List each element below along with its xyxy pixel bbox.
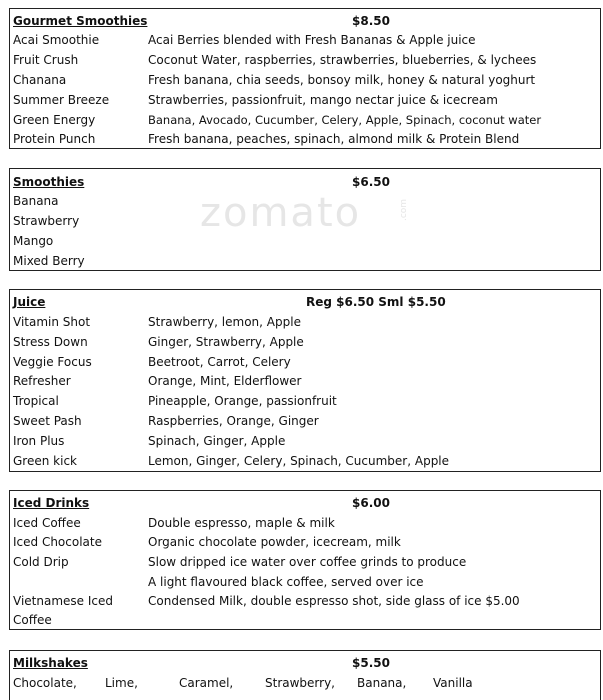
menu-item-continued bbox=[13, 575, 598, 595]
item-name: Vietnamese Iced bbox=[13, 594, 113, 608]
section-title: Gourmet Smoothies bbox=[13, 14, 148, 28]
item-name: Iced Chocolate bbox=[13, 535, 102, 549]
menu-item bbox=[13, 73, 598, 93]
menu-item bbox=[13, 214, 598, 234]
item-name: Cold Drip bbox=[13, 555, 69, 569]
flavour-item: Vanilla bbox=[433, 676, 473, 690]
menu-item bbox=[13, 113, 598, 133]
section-price: Reg $6.50 Sml $5.50 bbox=[306, 295, 446, 309]
menu-item bbox=[13, 355, 598, 375]
watermark-suffix: .com bbox=[399, 198, 410, 222]
milkshakes-section bbox=[9, 650, 601, 700]
flavour-item: Chocolate, bbox=[13, 676, 77, 690]
item-name: Protein Punch bbox=[13, 132, 96, 146]
item-name: Green kick bbox=[13, 454, 77, 468]
watermark: zomato bbox=[200, 190, 362, 236]
item-name: Sweet Pash bbox=[13, 414, 82, 428]
item-name: Banana bbox=[13, 194, 59, 208]
flavour-item: Strawberry, bbox=[265, 676, 335, 690]
item-description: Ginger, Strawberry, Apple bbox=[148, 335, 304, 349]
item-description: Fresh banana, chia seeds, bonsoy milk, honey & natural yoghurt bbox=[148, 73, 536, 87]
menu-item bbox=[13, 434, 598, 454]
item-name: Mixed Berry bbox=[13, 254, 85, 268]
menu-item bbox=[13, 374, 598, 394]
item-description: Lemon, Ginger, Celery, Spinach, Cucumber, Apple bbox=[148, 454, 450, 468]
menu-item bbox=[13, 53, 598, 73]
menu-item bbox=[13, 516, 598, 536]
menu-item bbox=[13, 414, 598, 434]
item-name: Vitamin Shot bbox=[13, 315, 91, 329]
menu-item bbox=[13, 394, 598, 414]
juice-section bbox=[9, 289, 601, 472]
section-title: Milkshakes bbox=[13, 656, 88, 670]
menu-item-continued bbox=[13, 613, 598, 633]
menu-item bbox=[13, 335, 598, 355]
milkshake-flavours bbox=[13, 676, 473, 690]
flavour-item: Banana, bbox=[357, 676, 407, 690]
smoothies-section bbox=[9, 168, 601, 271]
item-description: Acai Berries blended with Fresh Bananas & Apple juice bbox=[148, 33, 476, 47]
item-name: Veggie Focus bbox=[13, 355, 92, 369]
item-name: Stress Down bbox=[13, 335, 88, 349]
item-description: Coconut Water, raspberries, strawberries, blueberries, & lychees bbox=[148, 53, 537, 67]
gourmet-smoothies-section bbox=[9, 8, 601, 149]
item-name: Strawberry bbox=[13, 214, 80, 228]
item-name: Summer Breeze bbox=[13, 93, 110, 107]
item-name: Green Energy bbox=[13, 113, 96, 127]
section-title: Iced Drinks bbox=[13, 496, 90, 510]
menu-item bbox=[13, 555, 598, 575]
section-price: $6.50 bbox=[352, 175, 390, 189]
item-name: Chanana bbox=[13, 73, 67, 87]
item-name: Refresher bbox=[13, 374, 71, 388]
section-title: Juice bbox=[13, 295, 46, 309]
menu-item bbox=[13, 194, 598, 214]
item-name: Iron Plus bbox=[13, 434, 65, 448]
item-description: Pineapple, Orange, passionfruit bbox=[148, 394, 337, 408]
section-price: $5.50 bbox=[352, 656, 390, 670]
item-name: Iced Coffee bbox=[13, 516, 81, 530]
item-description: Banana, Avocado, Cucumber, Celery, Apple, Spinach, coconut water bbox=[148, 113, 542, 127]
menu-item bbox=[13, 93, 598, 113]
item-name: Tropical bbox=[13, 394, 59, 408]
item-description: Beetroot, Carrot, Celery bbox=[148, 355, 291, 369]
section-price: $6.00 bbox=[352, 496, 390, 510]
flavour-item: Lime, bbox=[105, 676, 138, 690]
menu-item bbox=[13, 254, 598, 274]
item-description: Strawberry, lemon, Apple bbox=[148, 315, 301, 329]
section-title: Smoothies bbox=[13, 175, 85, 189]
item-description: Slow dripped ice water over coffee grinds to produce bbox=[148, 555, 467, 569]
item-name: Mango bbox=[13, 234, 54, 248]
flavour-item: Caramel, bbox=[179, 676, 234, 690]
section-price: $8.50 bbox=[352, 14, 390, 28]
item-description: Orange, Mint, Elderflower bbox=[148, 374, 302, 388]
item-name: Acai Smoothie bbox=[13, 33, 100, 47]
item-description: Raspberries, Orange, Ginger bbox=[148, 414, 319, 428]
menu-item bbox=[13, 33, 598, 53]
item-description: Condensed Milk, double espresso shot, side glass of ice $5.00 bbox=[148, 594, 520, 608]
item-description: Fresh banana, peaches, spinach, almond milk & Protein Blend bbox=[148, 132, 520, 146]
menu-item bbox=[13, 132, 598, 152]
menu-item bbox=[13, 535, 598, 555]
iced-drinks-section bbox=[9, 490, 601, 630]
menu-item bbox=[13, 594, 598, 614]
item-description: Strawberries, passionfruit, mango nectar juice & icecream bbox=[148, 93, 498, 107]
menu-item bbox=[13, 315, 598, 335]
menu-item bbox=[13, 454, 598, 474]
item-description: Spinach, Ginger, Apple bbox=[148, 434, 286, 448]
item-description: Double espresso, maple & milk bbox=[148, 516, 335, 530]
menu-item bbox=[13, 234, 598, 254]
item-description: Organic chocolate powder, icecream, milk bbox=[148, 535, 401, 549]
item-name: Coffee bbox=[13, 613, 52, 627]
item-name: Fruit Crush bbox=[13, 53, 79, 67]
item-description: A light flavoured black coffee, served over ice bbox=[148, 575, 424, 589]
